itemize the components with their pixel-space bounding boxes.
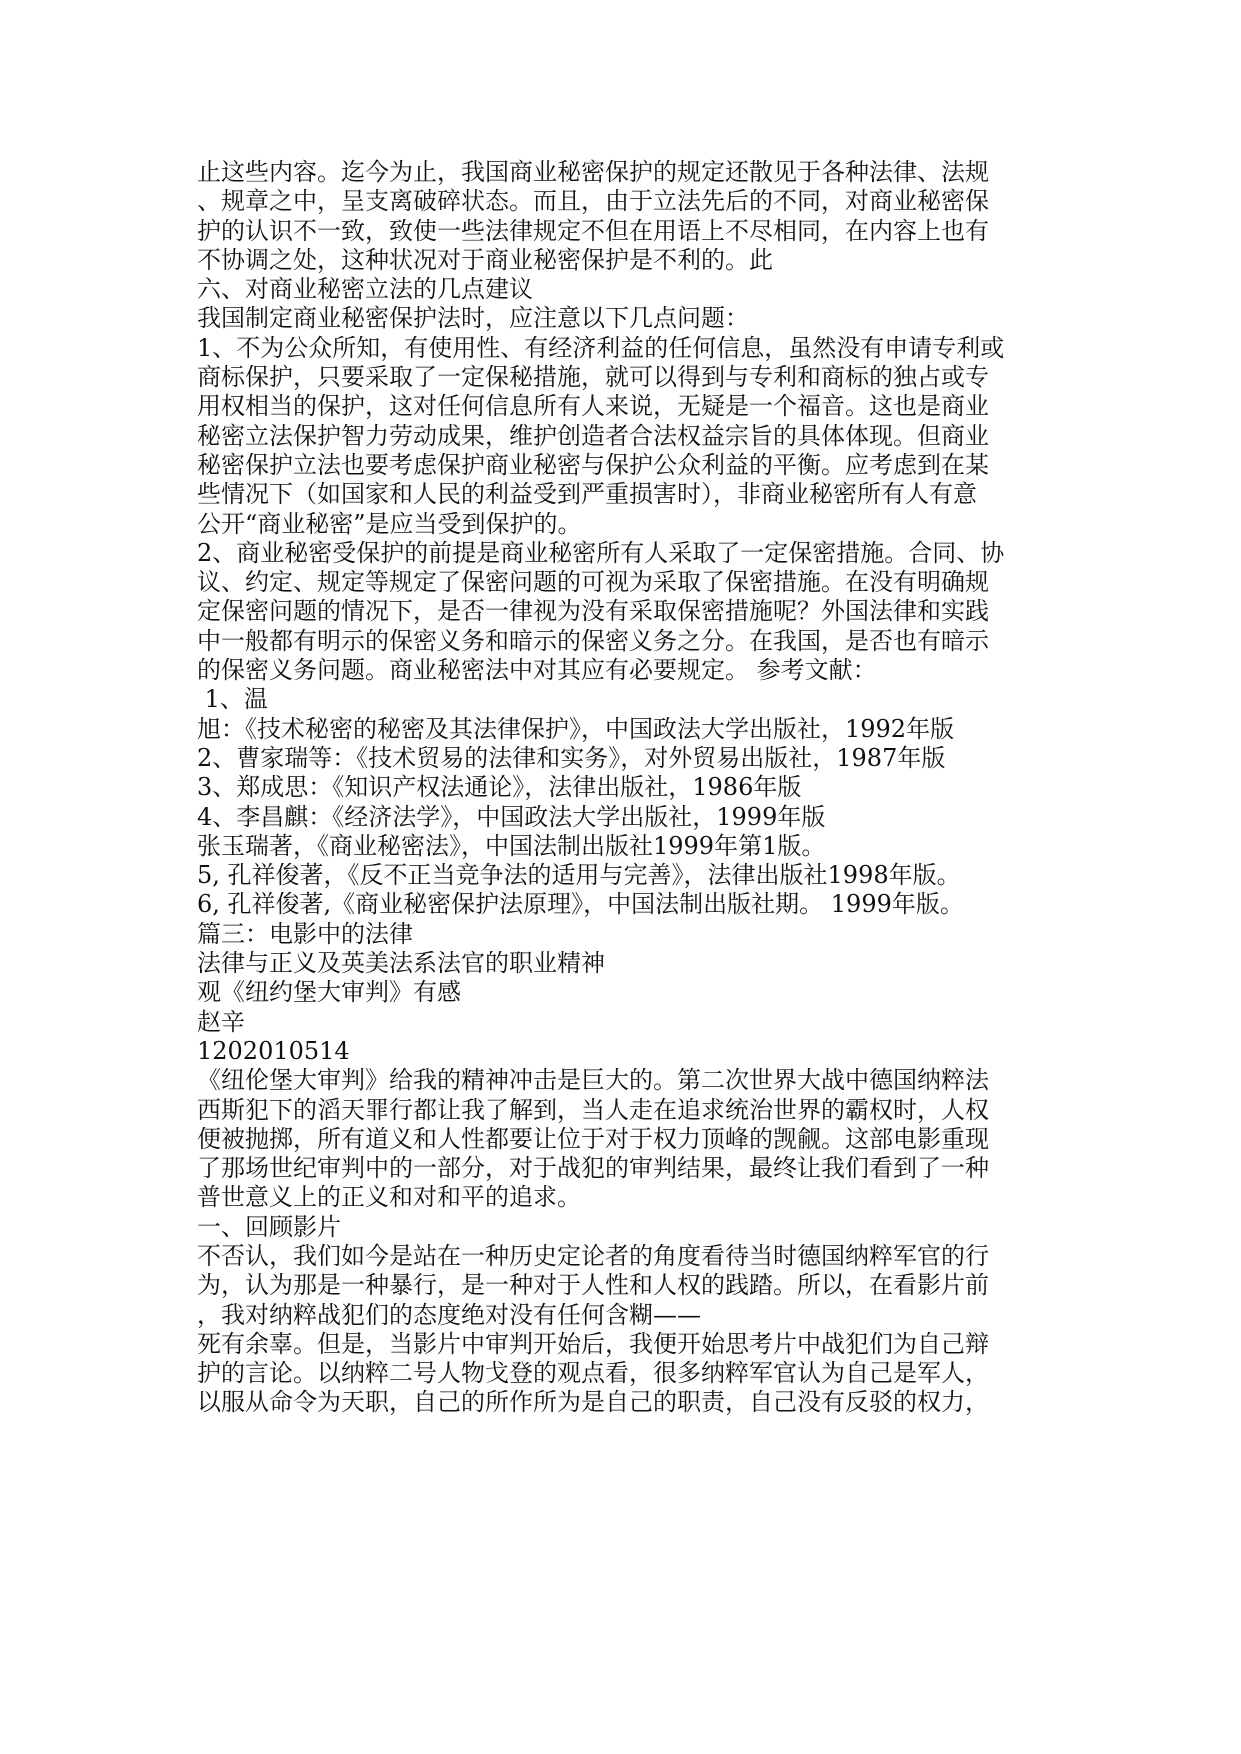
text-line: 2、商业秘密受保护的前提是商业秘密所有人采取了一定保密措施。合同、协 — [197, 538, 1005, 567]
text-line: 了那场世纪审判中的一部分，对于战犯的审判结果，最终让我们看到了一种 — [197, 1154, 989, 1183]
text-line: 、规章之中，呈支离破碎状态。而且，由于立法先后的不同，对商业秘密保 — [197, 187, 989, 216]
text-line: 1、不为公众所知，有使用性、有经济利益的任何信息，虽然没有申请专利或 — [197, 333, 1005, 362]
section-heading: 一、回顾影片 — [197, 1212, 341, 1241]
reference-item: 6, 孔祥俊著,《商业秘密保护法原理》，中国法制出版社期。 1999年版。 — [197, 890, 964, 919]
text-line: 议、约定、规定等规定了保密问题的可视为采取了保密措施。在没有明确规 — [197, 568, 989, 597]
text-line: 止这些内容。迄今为止，我国商业秘密保护的规定还散见于各种法律、法规 — [197, 158, 989, 186]
text-line: 护的言论。以纳粹二号人物戈登的观点看，很多纳粹军官认为自己是军人， — [197, 1359, 989, 1388]
reference-item: 旭：《技术秘密的秘密及其法律保护》，中国政法大学出版社，1992年版 — [197, 714, 955, 743]
text-line: 不协调之处，这种状况对于商业秘密保护是不利的。此 — [197, 245, 773, 274]
text-line: 秘密立法保护智力劳动成果，维护创造者合法权益宗旨的具体体现。但商业 — [197, 421, 989, 450]
text-line: 《纽伦堡大审判》给我的精神冲击是巨大的。第二次世界大战中德国纳粹法 — [197, 1066, 989, 1095]
text-line: 西斯犯下的滔天罪行都让我了解到，当人走在追求统治世界的霸权时，人权 — [197, 1095, 989, 1124]
text-line: 些情况下（如国家和人民的利益受到严重损害时），非商业秘密所有人有意 — [197, 480, 977, 509]
reference-item: 4、李昌麒：《经济法学》，中国政法大学出版社，1999年版 — [197, 802, 826, 831]
reference-item: 张玉瑞著，《商业秘密法》，中国法制出版社1999年第1版。 — [197, 831, 826, 860]
article-subtitle: 观《纽约堡大审判》有感 — [197, 978, 461, 1007]
reference-item: 5, 孔祥俊著，《反不正当竞争法的适用与完善》，法律出版社1998年版。 — [197, 861, 961, 890]
section-heading: 篇三：电影中的法律 — [197, 919, 413, 948]
text-line: 以服从命令为天职，自己的所作所为是自己的职责，自己没有反驳的权力， — [197, 1388, 989, 1417]
text-line: 用权相当的保护，这对任何信息所有人来说，无疑是一个福音。这也是商业 — [197, 392, 989, 421]
author-name: 赵辛 — [197, 1007, 245, 1036]
text-line: 护的认识不一致，致使一些法律规定不但在用语上不尽相同，在内容上也有 — [197, 216, 989, 245]
text-line: 秘密保护立法也要考虑保护商业秘密与保护公众利益的平衡。应考虑到在某 — [197, 450, 989, 479]
text-line: 商标保护，只要采取了一定保秘措施，就可以得到与专利和商标的独占或专 — [197, 363, 989, 392]
document-body — [197, 158, 1057, 1418]
reference-item: 1、温 — [197, 685, 268, 714]
text-line: 公开“商业秘密”是应当受到保护的。 — [197, 509, 582, 538]
text-line: 中一般都有明示的保密义务和暗示的保密义务之分。在我国，是否也有暗示 — [197, 626, 989, 655]
text-line: 死有余辜。但是，当影片中审判开始后，我便开始思考片中战犯们为自己辩 — [197, 1329, 989, 1358]
text-line: 我国制定商业秘密保护法时，应注意以下几点问题： — [197, 304, 749, 333]
article-title: 法律与正义及英美法系法官的职业精神 — [197, 949, 605, 978]
section-heading: 六、对商业秘密立法的几点建议 — [197, 275, 533, 304]
text-line: 便被抛掷，所有道义和人性都要让位于对于权力顶峰的觊觎。这部电影重现 — [197, 1124, 989, 1153]
text-line: 为，认为那是一种暴行，是一种对于人性和人权的践踏。所以，在看影片前 — [197, 1271, 989, 1300]
student-id: 1202010514 — [197, 1036, 350, 1065]
text-line: ，我对纳粹战犯们的态度绝对没有任何含糊—— — [197, 1300, 701, 1329]
text-line: 定保密问题的情况下，是否一律视为没有采取保密措施呢？外国法律和实践 — [197, 597, 989, 626]
text-line: 的保密义务问题。商业秘密法中对其应有必要规定。 参考文献： — [197, 656, 877, 685]
reference-item: 2、曹家瑞等：《技术贸易的法律和实务》，对外贸易出版社，1987年版 — [197, 743, 946, 772]
text-line: 普世意义上的正义和对和平的追求。 — [197, 1183, 581, 1212]
reference-item: 3、郑成思：《知识产权法通论》，法律出版社，1986年版 — [197, 773, 802, 802]
text-line: 不否认，我们如今是站在一种历史定论者的角度看待当时德国纳粹军官的行 — [197, 1241, 989, 1270]
